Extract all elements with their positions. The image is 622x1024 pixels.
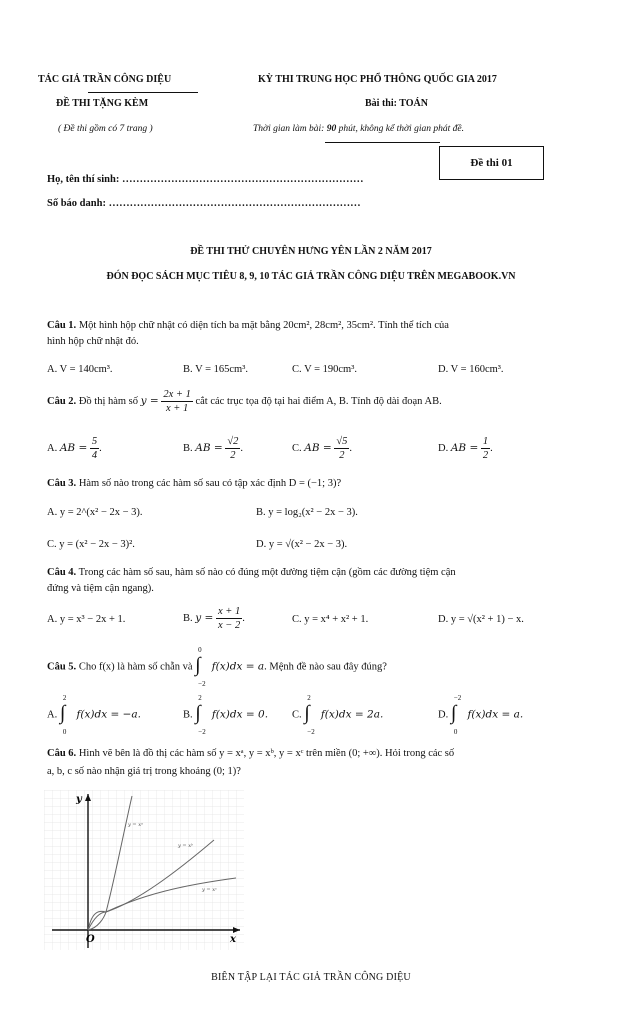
exam-name: KỲ THI TRUNG HỌC PHỔ THÔNG QUỐC GIA 2017: [258, 74, 497, 85]
q1-answer-c: C. V = 190cm³.: [292, 364, 357, 375]
q5-answer-a: A. ∫ 2 0 f(x)dx = −a.: [47, 694, 141, 736]
q5-answer-b: B. ∫ 2 −2 f(x)dx = 0.: [183, 694, 269, 736]
question-4-cont: đứng và tiệm cận ngang).: [47, 583, 154, 594]
q4-answer-c: C. y = x⁴ + x² + 1.: [292, 614, 369, 625]
footer: BIÊN TẬP LẠI TÁC GIẢ TRẦN CÔNG DIỆU: [211, 972, 411, 983]
q5-answer-d: D. ∫ −2 0 f(x)dx = a.: [438, 694, 524, 736]
origin-label: O: [86, 934, 95, 945]
q2-answer-a: A. AB = $\frac{5}{4}$ .: [47, 436, 102, 462]
question-2: Câu 2. Đồ thị hàm số y = $\frac{2x + 1}{x + 1}$ cắt các trục tọa độ tại hai điểm A, B. Tính độ dài đoạn AB.: [47, 389, 442, 415]
question-6: Câu 6. Hình vẽ bên là đồ thị các hàm số y = xᵃ, y = xᵇ, y = xᶜ trên miền (0; +∞). Hỏi trong các số: [47, 748, 455, 759]
curve-a-label: y = xᵃ: [128, 822, 143, 828]
exam-title: ĐỀ THI THỬ CHUYÊN HƯNG YÊN LẦN 2 NĂM 2017: [190, 246, 432, 257]
question-5: Câu 5. Cho f(x) là hàm số chẵn và ∫ 0 −2 f(x)dx = a. Mệnh đề nào sau đây đúng?: [47, 646, 387, 688]
x-axis-label: x: [230, 934, 236, 945]
q3-answer-a: A. y = 2^(x² − 2x − 3).: [47, 507, 143, 518]
q1-answer-b: B. V = 165cm³.: [183, 364, 248, 375]
pages-note: ( Đề thi gồm có 7 trang ): [58, 124, 153, 134]
curve-c-label: y = xᶜ: [202, 887, 217, 893]
question-6-cont: a, b, c số nào nhận giá trị trong khoảng (0; 1)?: [47, 766, 241, 777]
student-name-field: Họ, tên thí sinh: ……………………………………………………………: [47, 174, 364, 185]
q1-answer-d: D. V = 160cm³.: [438, 364, 504, 375]
author-name: TÁC GIẢ TRẦN CÔNG DIỆU: [38, 74, 172, 85]
subject-label: Bài thi: TOÁN: [365, 98, 428, 109]
function-graph: [44, 790, 244, 950]
q4-answer-a: A. y = x³ − 2x + 1.: [47, 614, 126, 625]
q2-answer-d: D. AB = $\frac{1}{2}$ .: [438, 436, 493, 462]
question-1: Câu 1. Một hình hộp chữ nhật có diện tích ba mặt bằng 20cm², 28cm², 35cm². Tính thể tích của: [47, 320, 449, 331]
q4-answer-d: D. y = √(x² + 1) − x.: [438, 614, 524, 625]
q2-answer-c: C. AB = $\frac{√5}{2}$ .: [292, 436, 352, 462]
q3-answer-d: D. y = √(x² − 2x − 3).: [256, 539, 348, 550]
question-3: Câu 3. Hàm số nào trong các hàm số sau có tập xác định D = (−1; 3)?: [47, 478, 342, 489]
author-underline: [88, 92, 198, 93]
y-axis-label: y: [76, 794, 82, 805]
time-underline: [325, 142, 440, 143]
student-id-field: Số báo danh: ………………………………………………………………: [47, 198, 361, 209]
question-1-cont: hình hộp chữ nhật đó.: [47, 336, 139, 347]
q1-answer-a: A. V = 140cm³.: [47, 364, 113, 375]
q2-answer-b: B. AB = $\frac{√2}{2}$ .: [183, 436, 243, 462]
promo-title: ĐÓN ĐỌC SÁCH MỤC TIÊU 8, 9, 10 TÁC GIẢ TRẦN CÔNG DIỆU TRÊN MEGABOOK.VN: [106, 271, 516, 282]
exam-code-box: Đề thi 01: [439, 146, 544, 180]
q3-answer-c: C. y = (x² − 2x − 3)².: [47, 539, 135, 550]
time-note: Thời gian làm bài: 90 phút, không kể thời gian phát đề.: [253, 124, 464, 134]
q4-answer-b: B. y = $\frac{x + 1}{x - 2}$ .: [183, 606, 245, 632]
gift-label: ĐỀ THI TẶNG KÈM: [56, 98, 149, 109]
question-4: Câu 4. Trong các hàm số sau, hàm số nào có đúng một đường tiệm cận (gồm các đường tiệm cận: [47, 567, 456, 578]
q3-answer-b: B. y = log₂(x² − 2x − 3).: [256, 507, 358, 518]
curve-b-label: y = xᵇ: [178, 843, 194, 849]
q5-answer-c: C. ∫ 2 −2 f(x)dx = 2a.: [292, 694, 384, 736]
